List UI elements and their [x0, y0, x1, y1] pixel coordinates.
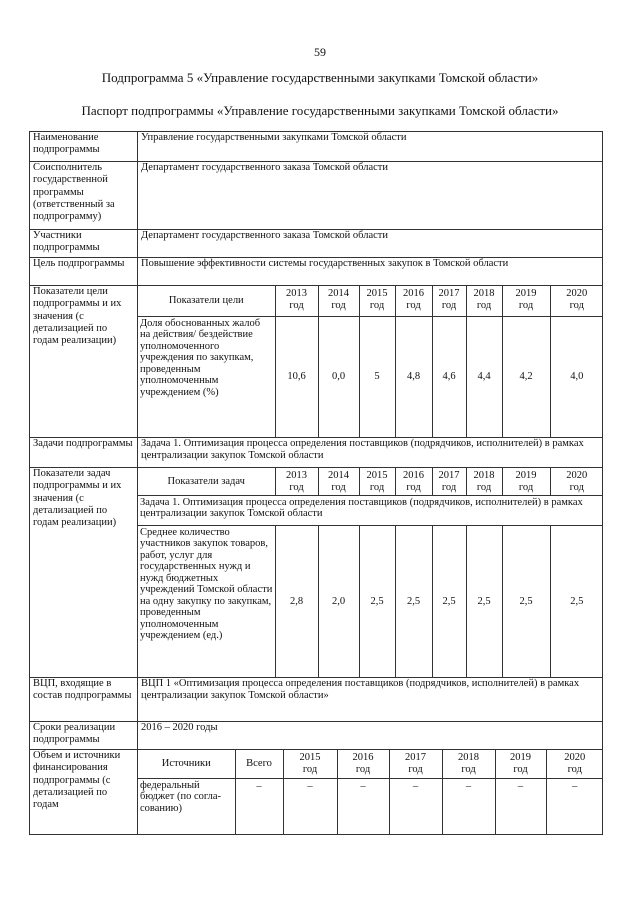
- financing-value: –: [495, 778, 546, 834]
- row-task-indicators: [30, 468, 603, 678]
- year-header: 2020 год: [546, 750, 603, 778]
- row-label: Объем и источники финансирования подпрограммы (с детализацией по годам: [30, 750, 138, 835]
- task-indicator-name: Среднее количество участников закупок товаров, работ, услуг для государственных нужд и нужд бюджетных учреждений Томской области на одну закупку по закупкам, проведенным уполномоченным учреждением (ед.): [138, 525, 275, 677]
- goal-indicator-name: Доля обоснованных жалоб на действия/ бездействие уполномоченного учреждения по закупкам, проведенным уполномоченным учреждением (%): [138, 316, 275, 437]
- row-terms: [30, 722, 603, 750]
- task-indicator-value: 2,5: [502, 525, 550, 677]
- row-label: Цель подпрограммы: [30, 258, 138, 286]
- year-header: 2014 год: [318, 286, 359, 316]
- subprogram-title: Подпрограмма 5 «Управление государственными закупками Томской области»: [101, 70, 539, 85]
- year-header: 2017 год: [432, 468, 466, 495]
- task-indicator-value: 2,8: [275, 525, 318, 677]
- row-value: Управление государственными закупками Томской области: [138, 132, 603, 162]
- year-header: 2016 год: [395, 286, 432, 316]
- row-tasks: [30, 438, 603, 468]
- row-label: ВЦП, входящие в состав подпрограммы: [30, 678, 138, 722]
- year-header: 2013 год: [275, 468, 318, 495]
- year-header: 2014 год: [318, 468, 359, 495]
- row-label: Сроки реализации подпрограммы: [30, 722, 138, 750]
- task-indicator-value: 2,0: [318, 525, 359, 677]
- year-header: 2017 год: [389, 750, 442, 778]
- goal-indicator-value: 4,2: [502, 316, 550, 437]
- year-header: 2019 год: [502, 286, 550, 316]
- year-header: 2016 год: [395, 468, 432, 495]
- sources-header: Источники: [138, 750, 235, 778]
- year-header: 2018 год: [466, 286, 502, 316]
- task-indicators-table: [138, 468, 603, 677]
- row-value: Департамент государственного заказа Томской области: [138, 162, 603, 230]
- task-indicator-value: 2,5: [432, 525, 466, 677]
- row-goal-indicators: [30, 286, 603, 438]
- task-indicators-header: Показатели задач: [138, 468, 275, 495]
- year-header: 2020 год: [550, 286, 603, 316]
- year-header: 2019 год: [495, 750, 546, 778]
- goal-indicators-table: [138, 286, 603, 437]
- row-name: [30, 132, 603, 162]
- year-header: 2015 год: [359, 286, 395, 316]
- row-label: Наименование подпрограммы: [30, 132, 138, 162]
- passport-title: Паспорт подпрограммы «Управление государственными закупками Томской области»: [81, 103, 559, 118]
- year-header: 2016 год: [337, 750, 389, 778]
- goal-indicator-value: 5: [359, 316, 395, 437]
- goal-indicator-value: 0,0: [318, 316, 359, 437]
- row-value: 2016 – 2020 годы: [138, 722, 603, 750]
- financing-value: –: [442, 778, 495, 834]
- row-value: Департамент государственного заказа Томской области: [138, 230, 603, 258]
- financing-table: [138, 750, 603, 834]
- row-label: Задачи подпрограммы: [30, 438, 138, 468]
- row-value: Повышение эффективности системы государственных закупок в Томской области: [138, 258, 603, 286]
- task-indicator-value: 2,5: [550, 525, 603, 677]
- year-header: 2019 год: [502, 468, 550, 495]
- row-value: ВЦП 1 «Оптимизация процесса определения поставщиков (подрядчиков, исполнителей) в рамках централизации закупок Томской области»: [138, 678, 603, 722]
- goal-indicator-value: 4,0: [550, 316, 603, 437]
- financing-value: –: [283, 778, 337, 834]
- year-header: 2015 год: [283, 750, 337, 778]
- financing-value: –: [389, 778, 442, 834]
- financing-value: –: [546, 778, 603, 834]
- task-indicator-value: 2,5: [395, 525, 432, 677]
- financing-value: –: [235, 778, 283, 834]
- row-vcp: [30, 678, 603, 722]
- financing-value: –: [337, 778, 389, 834]
- row-value: Задача 1. Оптимизация процесса определения поставщиков (подрядчиков, исполнителей) в рамках централизации закупок Томской области: [138, 438, 603, 468]
- year-header: 2015 год: [359, 468, 395, 495]
- row-label: Показатели цели подпрограммы и их значения (с детализацией по годам реализации): [30, 286, 138, 438]
- year-header: 2017 год: [432, 286, 466, 316]
- row-label: Соисполнитель государственной программы (ответственный за подпрограмму): [30, 162, 138, 230]
- passport-table: [29, 131, 603, 835]
- goal-indicator-value: 4,4: [466, 316, 502, 437]
- row-financing: [30, 750, 603, 835]
- page-number: 59: [314, 45, 326, 59]
- goal-indicator-value: 4,6: [432, 316, 466, 437]
- row-label: Показатели задач подпрограммы и их значения (с детализацией по годам реализации): [30, 468, 138, 678]
- year-header: 2018 год: [442, 750, 495, 778]
- row-label: Участники подпрограммы: [30, 230, 138, 258]
- year-header: 2020 год: [550, 468, 603, 495]
- year-header: 2013 год: [275, 286, 318, 316]
- task-title: Задача 1. Оптимизация процесса определения поставщиков (подрядчиков, исполнителей) в рамках централизации закупок Томской области: [138, 495, 603, 525]
- financing-source: федеральный бюджет (по согла-сованию): [138, 778, 235, 834]
- goal-indicator-value: 10,6: [275, 316, 318, 437]
- goal-indicator-value: 4,8: [395, 316, 432, 437]
- goal-indicators-header: Показатели цели: [138, 286, 275, 316]
- task-indicator-value: 2,5: [466, 525, 502, 677]
- total-header: Всего: [235, 750, 283, 778]
- row-goal: [30, 258, 603, 286]
- row-coexecutor: [30, 162, 603, 230]
- row-participants: [30, 230, 603, 258]
- year-header: 2018 год: [466, 468, 502, 495]
- task-indicator-value: 2,5: [359, 525, 395, 677]
